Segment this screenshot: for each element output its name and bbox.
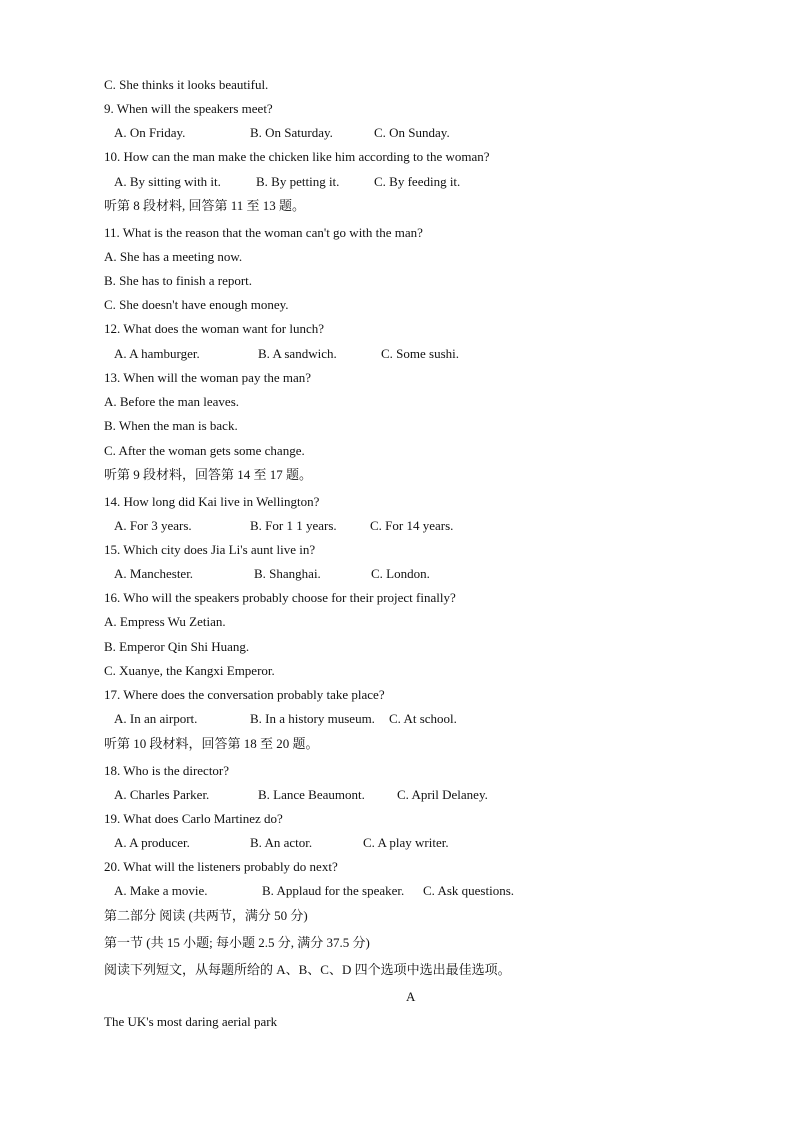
q15-options	[114, 566, 430, 582]
q16-option-c: C. Xuanye, the Kangxi Emperor.	[104, 663, 275, 678]
part-2-heading: 第二部分 阅读 (共两节，满分 50 分)	[104, 908, 308, 923]
q19-option-a: A. A producer.	[114, 835, 190, 850]
question-16: 16. Who will the speakers probably choose for their project finally?	[104, 590, 456, 605]
q10-options	[114, 174, 460, 190]
q17-options	[114, 711, 457, 727]
question-18: 18. Who is the director?	[104, 763, 230, 778]
q20-options	[114, 883, 514, 899]
question-19: 19. What does Carlo Martinez do?	[104, 811, 283, 826]
q11-option-b: B. She has to finish a report.	[104, 273, 253, 288]
q12-option-a: A. A hamburger.	[114, 346, 200, 361]
question-20: 20. What will the listeners probably do next?	[104, 859, 338, 874]
q12-options	[114, 346, 459, 362]
question-17: 17. Where does the conversation probably take place?	[104, 687, 385, 702]
passage-letter: A	[406, 989, 416, 1004]
q15-option-b: B. Shanghai.	[254, 566, 321, 581]
q17-option-c: C. At school.	[389, 711, 457, 726]
section-10-heading: 听第 10 段材料，回答第 18 至 20 题。	[104, 736, 319, 751]
q14-options	[114, 518, 453, 534]
section-9-heading: 听第 9 段材料，回答第 14 至 17 题。	[104, 467, 313, 482]
question-10: 10. How can the man make the chicken like him according to the woman?	[104, 149, 490, 164]
q13-option-b: B. When the man is back.	[104, 418, 238, 433]
q9-option-b: B. On Saturday.	[250, 125, 333, 140]
q18-option-a: A. Charles Parker.	[114, 787, 210, 802]
q19-option-b: B. An actor.	[250, 835, 313, 850]
q9-options	[114, 125, 450, 141]
q15-option-c: C. London.	[371, 566, 430, 581]
q14-option-b: B. For 1 1 years.	[250, 518, 337, 533]
q11-option-a: A. She has a meeting now.	[104, 249, 243, 264]
q10-option-b: B. By petting it.	[256, 174, 340, 189]
q18-option-c: C. April Delaney.	[397, 787, 488, 802]
passage-title: The UK's most daring aerial park	[104, 1014, 278, 1029]
part-2-section-1-heading: 第一节 (共 15 小题; 每小题 2.5 分, 满分 37.5 分)	[104, 935, 370, 950]
q19-options	[114, 835, 449, 851]
reading-instructions: 阅读下列短文，从每题所给的 A、B、C、D 四个选项中选出最佳选项。	[104, 962, 511, 977]
question-9: 9. When will the speakers meet?	[104, 101, 273, 116]
q13-option-c: C. After the woman gets some change.	[104, 443, 305, 458]
question-14: 14. How long did Kai live in Wellington?	[104, 494, 320, 509]
q12-option-b: B. A sandwich.	[258, 346, 337, 361]
q15-option-a: A. Manchester.	[114, 566, 194, 581]
q8-option-c: C. She thinks it looks beautiful.	[104, 77, 269, 92]
q20-option-b: B. Applaud for the speaker.	[262, 883, 405, 898]
q19-option-c: C. A play writer.	[363, 835, 449, 850]
q10-option-c: C. By feeding it.	[374, 174, 461, 189]
q9-option-a: A. On Friday.	[114, 125, 186, 140]
q14-option-a: A. For 3 years.	[114, 518, 192, 533]
question-12: 12. What does the woman want for lunch?	[104, 321, 324, 336]
q18-option-b: B. Lance Beaumont.	[258, 787, 365, 802]
q17-option-a: A. In an airport.	[114, 711, 198, 726]
q16-option-a: A. Empress Wu Zetian.	[104, 614, 226, 629]
q16-option-b: B. Emperor Qin Shi Huang.	[104, 639, 250, 654]
q14-option-c: C. For 14 years.	[370, 518, 454, 533]
q20-option-c: C. Ask questions.	[423, 883, 515, 898]
q18-options	[114, 787, 488, 803]
q13-option-a: A. Before the man leaves.	[104, 394, 240, 409]
q17-option-b: B. In a history museum.	[250, 711, 375, 726]
question-11: 11. What is the reason that the woman can't go with the man?	[104, 225, 423, 240]
q11-option-c: C. She doesn't have enough money.	[104, 297, 289, 312]
q12-option-c: C. Some sushi.	[381, 346, 460, 361]
section-8-heading: 听第 8 段材料, 回答第 11 至 13 题。	[104, 198, 306, 213]
question-15: 15. Which city does Jia Li's aunt live in?	[104, 542, 316, 557]
q20-option-a: A. Make a movie.	[114, 883, 208, 898]
q10-option-a: A. By sitting with it.	[114, 174, 221, 189]
question-13: 13. When will the woman pay the man?	[104, 370, 311, 385]
q9-option-c: C. On Sunday.	[374, 125, 450, 140]
